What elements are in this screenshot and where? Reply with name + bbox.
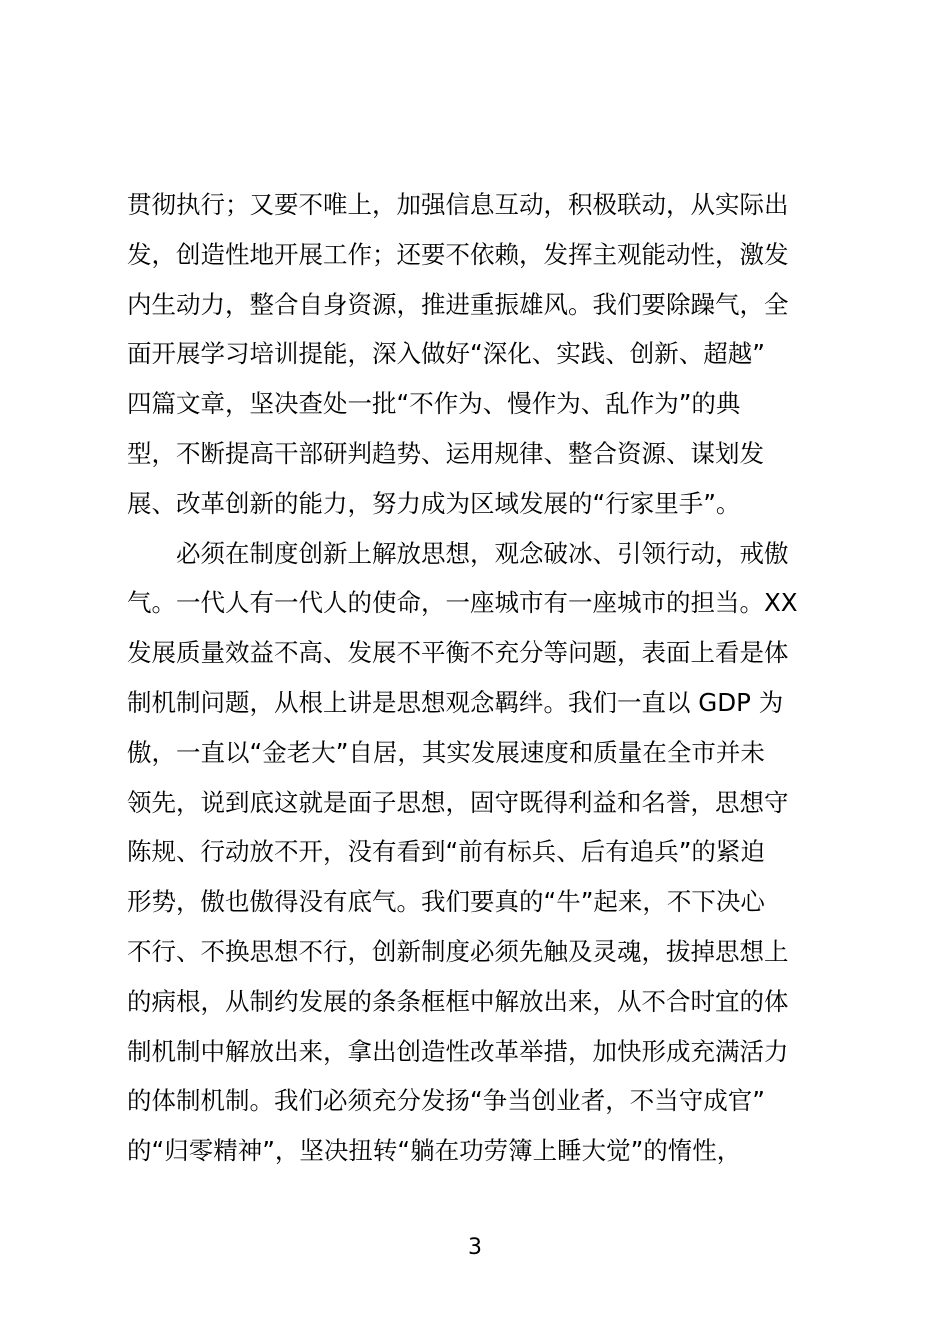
text-line: 不行、不换思想不行，创新制度必须先触及灵魂，拔掉思想上 [127,936,789,966]
page-number: 3 [468,1235,482,1260]
text-line: 发，创造性地开展工作；还要不依赖，发挥主观能动性，激发 [127,239,789,269]
text-line: 贯彻执行；又要不唯上，加强信息互动，积极联动，从实际出 [127,190,789,219]
text-line: 傲，一直以“金老大”自居，其实发展速度和质量在全市并未 [127,737,765,767]
text-line: 的“归零精神”，坚决扭转“躺在功劳簿上睡大觉”的惰性， [127,1136,742,1166]
paragraph-continued [127,180,837,529]
text-line: 气。一代人有一代人的使命，一座城市有一座城市的担当。XX [127,588,798,618]
text-line-first: 必须在制度创新上解放思想，观念破冰、引领行动，戒傲 [176,538,789,568]
text-line: 陈规、行动放不开，没有看到“前有标兵、后有追兵”的紧迫 [127,837,765,867]
text-line: 的病根，从制约发展的条条框框中解放出来，从不合时宜的体 [127,986,789,1016]
text-line: 领先，说到底这就是面子思想，固守既得利益和名誉，思想守 [127,787,789,817]
text-line: 型，不断提高干部研判趋势、运用规律、整合资源、谋划发 [127,438,764,468]
text-line: 发展质量效益不高、发展不平衡不充分等问题，表面上看是体 [127,638,789,668]
text-line: 四篇文章，坚决查处一批“不作为、慢作为、乱作为”的典 [127,389,741,419]
text-line: 面开展学习培训提能，深入做好“深化、实践、创新、超越” [127,339,765,369]
text-line: 的体制机制。我们必须充分发扬“争当创业者，不当守成官” [127,1086,765,1116]
body-text [127,180,837,1176]
text-line: 制机制问题，从根上讲是思想观念羁绊。我们一直以 GDP 为 [127,687,784,717]
text-line: 展、改革创新的能力，努力成为区域发展的“行家里手”。 [127,488,741,518]
text-line: 形势，傲也傲得没有底气。我们要真的“牛”起来，不下决心 [127,887,765,917]
text-line: 制机制中解放出来，拿出创造性改革举措，加快形成充满活力 [127,1036,789,1066]
text-line: 内生动力，整合自身资源，推进重振雄风。我们要除躁气，全 [127,289,789,319]
paragraph-new [127,529,837,1176]
